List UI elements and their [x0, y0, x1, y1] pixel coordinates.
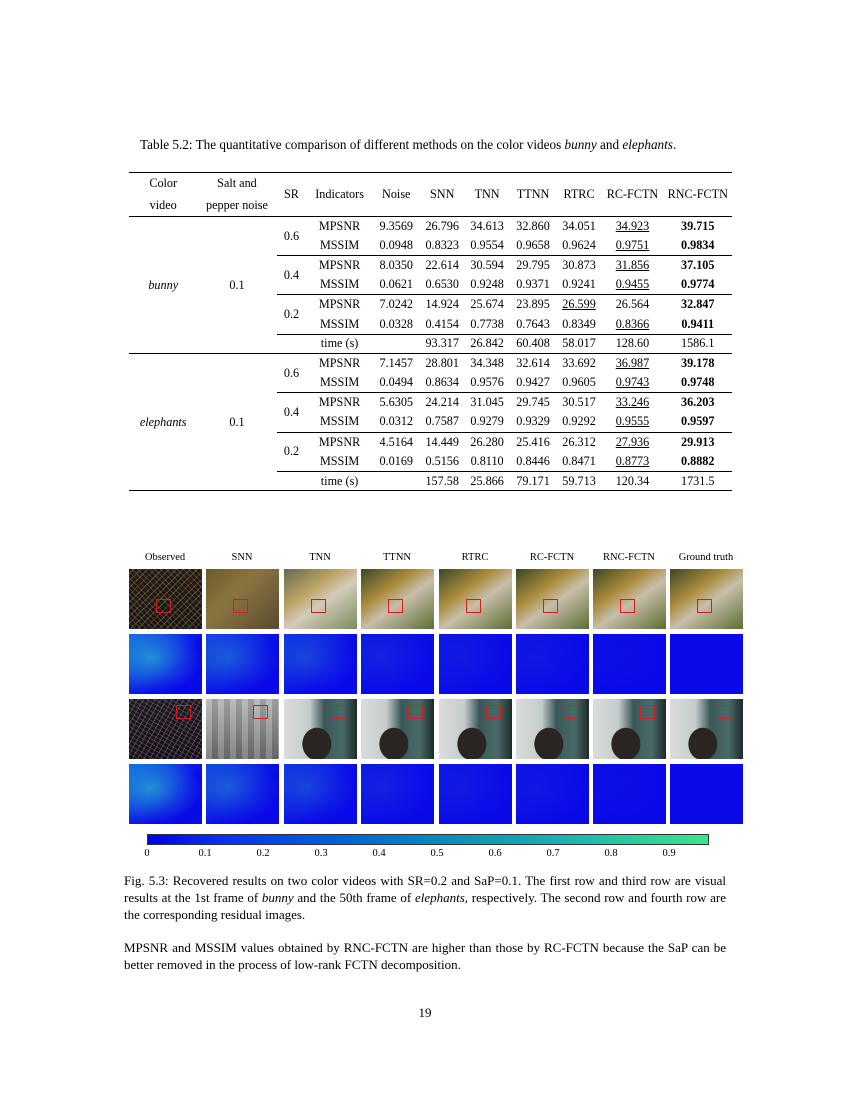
table-cell: 0.9279: [470, 414, 504, 429]
zoom-box: [253, 705, 268, 719]
table-cell: 4.5164: [373, 432, 420, 452]
elephants-group: [129, 354, 732, 491]
table-cell: 29.745: [510, 393, 557, 413]
sap-value: 0.1: [197, 217, 276, 354]
table-cell: 30.517: [557, 393, 602, 413]
table-cell: 0.8446: [516, 453, 550, 468]
residual-image: [593, 764, 666, 824]
table-cell: 34.348: [470, 356, 504, 371]
table-cell: 0.9576: [470, 375, 504, 390]
time-cell: 59.713: [557, 471, 602, 491]
time-cell: 58.017: [557, 334, 602, 354]
recovered-image: [516, 569, 589, 629]
recovered-image: [129, 569, 202, 629]
indicator-label: MSSIM: [319, 277, 360, 292]
table-cell: 5.6305: [373, 393, 420, 413]
figure-label: Ground truth: [678, 552, 734, 563]
indicator-label: MSSIM: [319, 238, 360, 253]
col-noise: Noise: [382, 187, 411, 201]
table-cell: 0.9743: [615, 375, 650, 390]
table-cell: 29.913: [663, 432, 732, 452]
recovered-image: [361, 569, 434, 629]
recovered-image: [439, 569, 512, 629]
bunny-group: [129, 217, 732, 354]
recovered-image: [593, 699, 666, 759]
recovered-image: [284, 699, 357, 759]
residual-image: [439, 634, 512, 694]
recovered-image: [206, 699, 279, 759]
table-cell: 0.9329: [516, 414, 550, 429]
residual-image: [284, 634, 357, 694]
zoom-box: [697, 599, 712, 613]
table-cell: 30.873: [557, 256, 602, 276]
table-cell: 14.924: [420, 295, 465, 315]
residual-image: [129, 634, 202, 694]
colorbar-tick: 0.5: [430, 848, 444, 859]
residual-image: [670, 764, 743, 824]
table-cell: 0.0494: [379, 375, 413, 390]
table-cell: 0.9241: [562, 277, 596, 292]
colorbar-tick: 0.7: [546, 848, 560, 859]
sr-value: 0.4: [277, 393, 307, 432]
residual-image: [361, 634, 434, 694]
table-cell: 0.9774: [680, 277, 715, 292]
table-cell: 0.9834: [680, 238, 715, 253]
table-cell: 0.0328: [379, 316, 413, 331]
table-cell: 0.8349: [562, 316, 596, 331]
recovered-image: [670, 699, 743, 759]
time-cell: 1586.1: [663, 334, 732, 354]
table-cell: 0.9658: [516, 238, 550, 253]
indicator-label: MPSNR: [318, 219, 361, 234]
time-cell: 79.171: [510, 471, 557, 491]
zoom-box: [620, 599, 635, 613]
table-caption: Table 5.2: The quantitative comparison of different methods on the color videos bunny and elephants.: [140, 137, 677, 152]
colorbar-tick: 0.9: [662, 848, 676, 859]
residual-image: [284, 764, 357, 824]
zoom-box: [176, 705, 191, 719]
figure-label: RNC-FCTN: [603, 552, 655, 563]
table-cell: 32.847: [663, 295, 732, 315]
table-cell: 25.674: [465, 295, 510, 315]
table-cell: 0.7643: [516, 316, 550, 331]
col-rncfctn: RNC-FCTN: [667, 187, 728, 201]
table-cell: 36.203: [663, 393, 732, 413]
table-cell: 26.599: [557, 295, 602, 315]
sr-value: 0.2: [277, 432, 307, 471]
col-sr: SR: [284, 187, 299, 201]
table-cell: 0.9555: [615, 414, 650, 429]
sr-value: 0.4: [277, 256, 307, 295]
table-cell: 0.8882: [680, 453, 715, 468]
residual-image: [439, 764, 512, 824]
time-cell: 1731.5: [663, 471, 732, 491]
recovered-image: [593, 569, 666, 629]
figure-label: SNN: [231, 552, 253, 563]
residual-image: [516, 634, 589, 694]
table-cell: 28.801: [425, 356, 459, 371]
table-cell: 0.9748: [680, 375, 715, 390]
zoom-box: [311, 599, 326, 613]
recovered-image: [361, 699, 434, 759]
indicator-label: MSSIM: [319, 414, 360, 429]
figure-label: RTRC: [461, 552, 489, 563]
table-cell: 26.312: [557, 432, 602, 452]
time-cell: 157.58: [420, 471, 465, 491]
col-rcfctn: RC-FCTN: [606, 187, 659, 201]
table-cell: 26.796: [425, 219, 459, 234]
table-cell: 29.795: [510, 256, 557, 276]
time-cell: 120.34: [601, 471, 663, 491]
table-cell: 33.246: [601, 393, 663, 413]
residual-image: [129, 764, 202, 824]
colorbar-tick: 0.4: [372, 848, 386, 859]
recovered-image: [129, 699, 202, 759]
time-cell: 60.408: [510, 334, 557, 354]
table-cell: 0.6530: [425, 277, 459, 292]
residual-image: [670, 634, 743, 694]
table-cell: 34.613: [470, 219, 504, 234]
colorbar-ticks: [144, 848, 707, 862]
table-cell: 39.715: [680, 219, 715, 234]
page-number: 19: [418, 1005, 432, 1020]
table-cell: 0.0169: [379, 453, 413, 468]
body-paragraph: MPSNR and MSSIM values obtained by RNC-FCTN are higher than those by RC-FCTN because the SaP can be better removed in the process of low-rank FCTN decomposition.: [124, 940, 726, 972]
table-cell: 31.045: [465, 393, 510, 413]
figure-labels: [124, 552, 744, 566]
table-cell: 8.0350: [373, 256, 420, 276]
table-cell: 0.8634: [425, 375, 459, 390]
residual-image: [206, 634, 279, 694]
indicator-label: MSSIM: [319, 375, 360, 390]
zoom-box: [640, 705, 655, 719]
zoom-box: [466, 599, 481, 613]
table-cell: 27.936: [601, 432, 663, 452]
table-cell: 0.0312: [379, 414, 413, 429]
table-cell: 0.8471: [562, 453, 596, 468]
indicator-label: MSSIM: [319, 316, 360, 331]
table-cell: 0.9292: [562, 414, 596, 429]
time-label: time (s): [306, 471, 372, 491]
zoom-box: [331, 705, 346, 719]
indicator-label: MSSIM: [319, 453, 360, 468]
table-cell: 0.7587: [425, 414, 459, 429]
table-cell: 26.564: [601, 295, 663, 315]
table-cell: 26.280: [465, 432, 510, 452]
table-cell: 32.614: [516, 356, 550, 371]
time-cell: 128.60: [601, 334, 663, 354]
indicator-label: MPSNR: [306, 393, 372, 413]
colorbar-tick: 0.2: [256, 848, 270, 859]
col-rtrc: RTRC: [563, 187, 595, 201]
recovered-image: [670, 569, 743, 629]
table-cell: 0.9597: [680, 414, 715, 429]
table-cell: 0.8323: [425, 238, 459, 253]
figure-caption: Fig. 5.3: Recovered results on two color videos with SR=0.2 and SaP=0.1. The first row and third row are visual results at the 1st frame of bunny and the 50th frame of elephants, respectively. The second row and fourth row are the corresponding residual images.: [124, 873, 726, 922]
col-snn: SNN: [430, 187, 455, 201]
colorbar-tick: 0: [144, 848, 150, 859]
indicator-label: MPSNR: [306, 256, 372, 276]
indicator-label: MPSNR: [306, 432, 372, 452]
colorbar-tick: 0.8: [604, 848, 618, 859]
video-name: elephants: [129, 354, 197, 491]
time-cell: 26.842: [465, 334, 510, 354]
sap-value: 0.1: [197, 354, 276, 491]
table-cell: 0.0621: [379, 277, 413, 292]
residual-image: [516, 764, 589, 824]
zoom-box: [408, 705, 423, 719]
col-ttnn: TTNN: [516, 187, 550, 201]
table-cell: 31.856: [601, 256, 663, 276]
figure-label: TNN: [309, 552, 331, 563]
zoom-box: [543, 599, 558, 613]
results-table: [129, 172, 732, 491]
col-pepper: pepper noise: [206, 197, 268, 212]
zoom-box: [563, 705, 578, 719]
zoom-box: [233, 599, 248, 613]
table-row: [129, 354, 732, 374]
colorbar-tick: 0.3: [314, 848, 328, 859]
sr-value: 0.6: [283, 228, 300, 243]
zoom-box: [486, 705, 501, 719]
figure-label: TTNN: [383, 552, 411, 563]
col-salt: Salt and: [217, 176, 257, 191]
recovered-image: [516, 699, 589, 759]
colorbar-tick: 0.6: [488, 848, 502, 859]
time-cell: [373, 471, 420, 491]
sr-value: 0.2: [277, 295, 307, 334]
col-indicators: Indicators: [315, 187, 364, 201]
table-cell: 0.7738: [470, 316, 504, 331]
recovered-image: [284, 569, 357, 629]
table-cell: 0.5156: [425, 453, 459, 468]
table-cell: 34.923: [615, 219, 650, 234]
residual-image: [361, 764, 434, 824]
table-cell: 0.9624: [562, 238, 596, 253]
residual-image: [206, 764, 279, 824]
zoom-box: [388, 599, 403, 613]
colorbar: [147, 834, 709, 845]
table-cell: 25.416: [510, 432, 557, 452]
table-cell: 7.0242: [373, 295, 420, 315]
table-cell: 32.860: [516, 219, 550, 234]
table-cell: 14.449: [420, 432, 465, 452]
table-cell: 30.594: [465, 256, 510, 276]
figure-label: RC-FCTN: [529, 552, 575, 563]
table-cell: 9.3569: [379, 219, 413, 234]
table-cell: 0.4154: [425, 316, 459, 331]
table-cell: 0.9248: [470, 277, 504, 292]
table-cell: 0.9605: [562, 375, 596, 390]
residual-image: [593, 634, 666, 694]
table-cell: 0.9411: [681, 316, 715, 331]
table-cell: 34.051: [562, 219, 596, 234]
col-tnn: TNN: [474, 187, 500, 201]
table-cell: 0.8773: [615, 453, 650, 468]
table-cell: 0.9371: [516, 277, 550, 292]
table-cell: 36.987: [615, 356, 650, 371]
table-cell: 0.0948: [379, 238, 413, 253]
figure-label: Observed: [144, 552, 186, 563]
sr-value: 0.6: [283, 365, 300, 380]
col-color: Color: [149, 176, 178, 191]
sr-empty: [277, 471, 307, 491]
colorbar-tick: 0.1: [198, 848, 212, 859]
table-cell: 0.9751: [615, 238, 650, 253]
table-cell: 37.105: [663, 256, 732, 276]
time-cell: [373, 334, 420, 354]
time-cell: 25.866: [465, 471, 510, 491]
zoom-box: [717, 705, 732, 719]
table-row: [129, 217, 732, 237]
indicator-label: MPSNR: [318, 356, 361, 371]
recovered-image: [439, 699, 512, 759]
table-cell: 0.8110: [470, 453, 504, 468]
table-cell: 23.895: [510, 295, 557, 315]
table-cell: 7.1457: [379, 356, 413, 371]
sr-empty: [277, 334, 307, 354]
time-label: time (s): [306, 334, 372, 354]
table-cell: 0.8366: [615, 316, 650, 331]
table-cell: 22.614: [420, 256, 465, 276]
indicator-label: MPSNR: [306, 295, 372, 315]
col-video: video: [149, 197, 177, 212]
zoom-box: [156, 599, 171, 613]
table-cell: 0.9554: [470, 238, 504, 253]
table-cell: 24.214: [420, 393, 465, 413]
table-cell: 0.9455: [615, 277, 650, 292]
table-cell: 0.9427: [516, 375, 550, 390]
recovered-image: [206, 569, 279, 629]
table-cell: 33.692: [562, 356, 596, 371]
time-cell: 93.317: [420, 334, 465, 354]
table-cell: 39.178: [680, 356, 715, 371]
video-name: bunny: [129, 217, 197, 354]
